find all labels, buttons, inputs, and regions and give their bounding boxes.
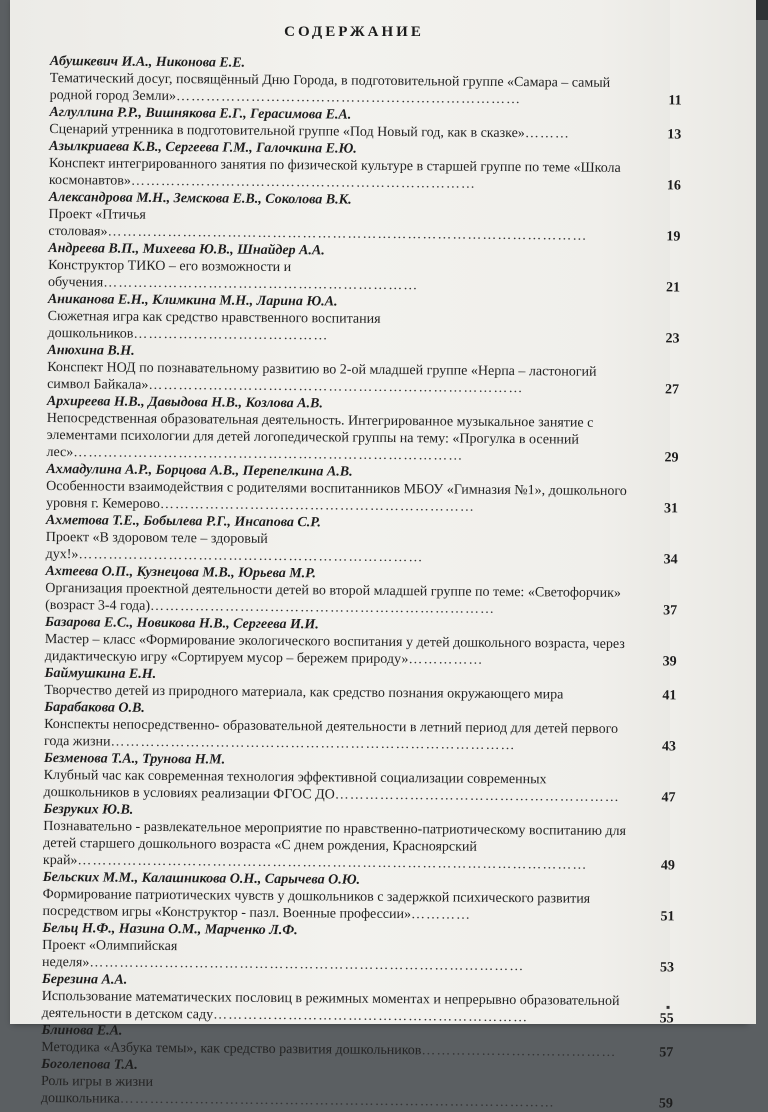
toc-leader-dots: ……………………………………………………… — [103, 275, 418, 293]
toc-entry-description — [44, 716, 676, 756]
toc-entry — [42, 920, 674, 977]
toc-entry-description — [45, 580, 677, 620]
toc-entry — [41, 1022, 673, 1062]
toc-entry-title: Непосредственная образовательная деятельность. Интегрированное музыкальное занятие с элементами психологии для детей логопедической группы на тему: «Прогулка в осенний лес» — [46, 411, 593, 460]
toc-entry-authors: Андреева В.П., Михеева Ю.В., Шнайдер А.А. — [48, 240, 680, 263]
toc-leader-dots: …………… — [408, 652, 483, 668]
toc-leader-dots: ………………………………… — [421, 1043, 616, 1060]
toc-page-number: 29 — [642, 449, 678, 466]
toc-entry-description — [47, 308, 679, 348]
toc-entry — [41, 1056, 673, 1112]
toc-entry-title: Сюжетная игра как средство нравственного воспитания дошкольников — [47, 309, 380, 342]
toc-entry-authors: Баймушкина Е.Н. — [45, 665, 677, 688]
toc-entry-description — [43, 767, 675, 807]
toc-entry — [49, 104, 681, 144]
toc-entry — [47, 291, 679, 348]
toc-leader-dots: …………………………………………………………… — [131, 174, 476, 192]
toc-entry-title: Творчество детей из природного материала, как средство познания окружающего мира — [44, 683, 563, 703]
toc-entry-authors: Бельц Н.Ф., Назина О.М., Марченко Л.Ф. — [42, 920, 674, 943]
toc-leader-dots: …………………………………………………………………………… — [120, 1092, 555, 1111]
toc-entry-title: Сценарий утренника в подготовительной группе «Под Новый год, как в сказке» — [49, 122, 525, 141]
toc-entry-description — [46, 478, 678, 518]
toc-entry — [46, 512, 678, 569]
toc-entry — [44, 699, 676, 756]
toc-entry-authors: Бельских М.М., Калашникова О.Н., Сарычева О.Ю. — [43, 869, 675, 892]
toc-entry-authors: Безруких Ю.В. — [43, 801, 675, 824]
toc-entry-authors: Блинова Е.А. — [41, 1022, 673, 1045]
toc-entry-title: Конспект НОД по познавательному развитию во 2-ой младшей группе «Нерпа – ластоногий символ Байкала» — [47, 360, 597, 393]
toc-page-number: 34 — [642, 551, 678, 568]
toc-page-number: 11 — [646, 92, 682, 109]
toc-entry-authors: Базарова Е.С., Новикова Н.В., Сергеева И.И. — [45, 614, 677, 637]
toc-leader-dots: …………………………………………………………… — [176, 89, 521, 107]
toc-leader-dots: ………… — [411, 907, 471, 923]
toc-entry-description — [49, 155, 681, 195]
toc-entry-description — [46, 529, 678, 569]
toc-entry-title: Мастер – класс «Формирование экологического воспитания у детей дошкольного возраста, через дидактическую игру «Сортируем мусор – бережем природу» — [45, 632, 625, 667]
toc-entry — [43, 801, 676, 875]
toc-entry-authors: Безменова Т.А., Трунова Н.М. — [44, 750, 676, 773]
toc-entry — [48, 240, 680, 297]
toc-entry — [44, 665, 676, 705]
toc-leader-dots: ……… — [525, 126, 570, 141]
toc-entry-title: Тематический досуг, посвящённый Дню Города, в подготовительной группе «Самара – самый родной город Земли» — [50, 71, 611, 104]
toc-page-number: 31 — [642, 500, 678, 517]
page-title: СОДЕРЖАНИЕ — [10, 24, 698, 41]
toc-page-number: 49 — [639, 857, 675, 874]
toc-entry — [43, 750, 675, 807]
toc-entry — [46, 393, 679, 467]
toc-leader-dots: ……………………………………………………… — [160, 497, 475, 515]
toc-page-number: 51 — [638, 908, 674, 925]
toc-page-number: 59 — [637, 1095, 673, 1112]
toc-entry-authors: Азылкриаева К.В., Сергеева Г.М., Галочкина Е.Ю. — [49, 138, 681, 161]
toc-entry-title: Проект «В здоровом теле – здоровый дух!» — [46, 530, 268, 562]
toc-page-number: 39 — [641, 653, 677, 670]
toc-leader-dots: ………………………………… — [133, 327, 328, 344]
toc-page-number: 37 — [641, 602, 677, 619]
toc-entry-description — [47, 359, 679, 399]
toc-entry-description — [41, 1073, 673, 1112]
toc-entry-authors: Аниканова Е.Н., Климкина М.Н., Ларина Ю.А. — [48, 291, 680, 314]
toc-entry-authors: Аглуллина Р.Р., Вишнякова Е.Г., Герасимова Е.А. — [49, 104, 681, 127]
toc-entry — [42, 971, 674, 1028]
toc-entry-authors: Архиреева Н.В., Давыдова Н.В., Козлова А.В. — [47, 393, 679, 416]
toc-entry-authors: Березина А.А. — [42, 971, 674, 994]
toc-entry-description — [45, 631, 677, 671]
toc-entry — [49, 138, 681, 195]
toc-entry-description — [42, 988, 674, 1028]
toc-entry — [48, 189, 680, 246]
toc-page-number: 41 — [640, 687, 676, 704]
page-mark: ▪ — [666, 1000, 670, 1015]
toc-leader-dots: …………………………………………………………… — [150, 599, 495, 617]
toc-entry-authors: Ахметова Т.Е., Бобылева Р.Г., Инсапова С.Р. — [46, 512, 678, 535]
toc-page-number: 23 — [643, 330, 679, 347]
toc-leader-dots: ………………………………………………………………………………………… — [77, 853, 587, 872]
toc-entry-title: Проект «Птичья столовая» — [48, 207, 146, 240]
toc-entry-description — [43, 818, 675, 875]
book-page — [10, 0, 746, 1024]
toc-entry-title: Познавательно - развлекательное мероприятие по нравственно-патриотическому воспитанию для детей старшего дошкольного возраста «С днем рождения, Красноярский край» — [43, 819, 626, 868]
toc-entry — [50, 53, 682, 110]
toc-entry-title: Конспект интегрированного занятия по физической культуре в старшей группе по теме «Школа космонавтов» — [49, 156, 621, 189]
toc-entry-title: Использование математических пословиц в режимных моментах и непрерывно образовательной деятельности в детском саду — [42, 989, 620, 1022]
toc-entry — [46, 461, 678, 518]
toc-leader-dots: ………………………………………………… — [335, 788, 620, 805]
toc-entry-title: Конспекты непосредственно- образовательной деятельности в летний период для детей первого года жизни — [44, 717, 618, 750]
toc-page-number: 53 — [638, 959, 674, 976]
toc-leader-dots: ………………………………………………………………… — [148, 378, 523, 396]
toc-entry-authors: Абушкевич И.А., Никонова Е.Е. — [50, 53, 682, 76]
toc-page-number: 57 — [637, 1044, 673, 1061]
toc-leader-dots: …………………………………………………………………………………… — [107, 225, 587, 244]
toc-entry-authors: Ахтеева О.П., Кузнецова М.В., Юрьева М.Р. — [45, 563, 677, 586]
toc-entry-description — [48, 206, 680, 246]
toc-entry-title: Конструктор ТИКО – его возможности и обучения — [48, 258, 291, 290]
toc-entry-authors: Анюхина В.Н. — [47, 342, 679, 365]
toc-page-number: 13 — [645, 126, 681, 143]
toc-entry — [45, 563, 677, 620]
toc-page-number: 43 — [640, 738, 676, 755]
toc-entry-title: Клубный час как современная технология эффективной социализации современных дошкольников в условиях реализации ФГОС ДО — [43, 768, 546, 803]
toc-entry-authors: Барабакова О.В. — [44, 699, 676, 722]
toc-entry-title: Роль игры в жизни дошкольника — [41, 1074, 153, 1107]
toc-entry-authors: Боголепова Т.А. — [41, 1056, 673, 1079]
page-edge-strip — [670, 0, 756, 1024]
toc-entry — [47, 342, 679, 399]
toc-entry-title: Особенности взаимодействия с родителями воспитанников МБОУ «Гимназия №1», дошкольного уровня г. Кемерово — [46, 479, 627, 512]
toc-entry-description — [42, 937, 674, 977]
toc-leader-dots: ……………………………………………………… — [213, 1007, 528, 1025]
toc-page-number: 47 — [639, 789, 675, 806]
toc-entry-description — [42, 886, 674, 926]
toc-entry-title: Организация проектной деятельности детей во второй младшей группе по теме: «Светофорчик» (возраст 3-4 года) — [45, 581, 621, 614]
table-of-contents — [41, 53, 682, 1112]
toc-entry-authors: Ахмадулина А.Р., Борцова А.В., Перепелкина А.В. — [46, 461, 678, 484]
toc-leader-dots: …………………………………………………………………………… — [89, 955, 524, 974]
toc-page-number: 27 — [643, 381, 679, 398]
toc-leader-dots: …………………………………………………………………… — [73, 445, 463, 463]
toc-entry-title: Методика «Азбука темы», как средство развития дошкольников — [41, 1040, 421, 1058]
toc-leader-dots: …………………………………………………………… — [78, 547, 423, 565]
toc-leader-dots: ……………………………………………………………………… — [110, 735, 515, 754]
toc-entry-title: Проект «Олимпийская неделя» — [42, 938, 177, 970]
toc-entry-description — [48, 257, 680, 297]
toc-entry-description — [50, 70, 682, 110]
toc-entry-authors: Александрова М.Н., Земскова Е.В., Соколова В.К. — [49, 189, 681, 212]
toc-entry — [42, 869, 674, 926]
toc-entry-title: Формирование патриотических чувств у дошкольников с задержкой психического развития посредством игры «Конструктор - пазл. Военные профессии» — [42, 887, 590, 922]
toc-page-number: 19 — [644, 228, 680, 245]
toc-entry — [45, 614, 677, 671]
toc-entry-description — [46, 410, 678, 467]
toc-page-number: 16 — [645, 177, 681, 194]
toc-page-number: 21 — [644, 279, 680, 296]
toc-page-number: 55 — [638, 1010, 674, 1027]
